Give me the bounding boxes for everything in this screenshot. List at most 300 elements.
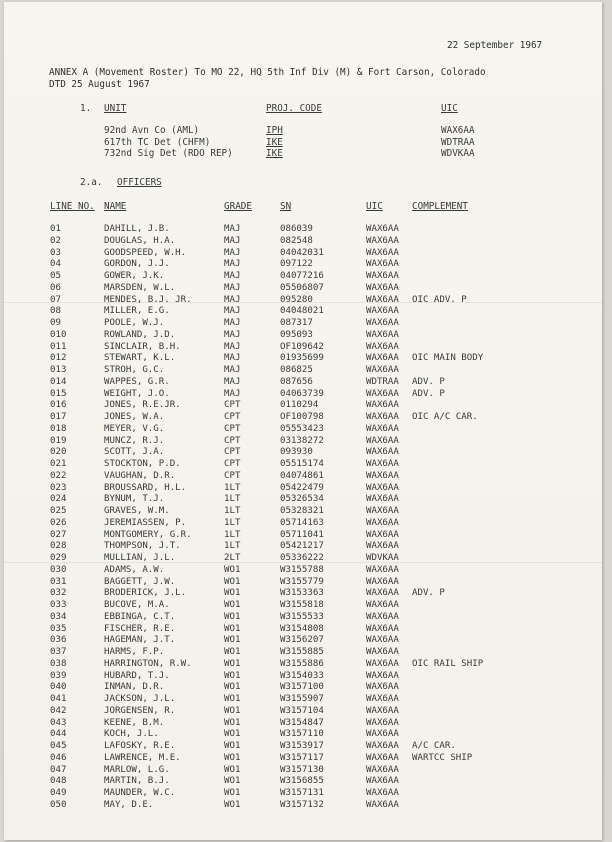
sn-cell: W3157117 [280,752,324,763]
uic-cell: WAX6AA [366,658,399,669]
table-row [4,729,602,741]
uic-cell: WAX6AA [366,224,399,234]
line-number-cell: 016 [50,400,67,411]
line-number-cell: 028 [50,541,67,552]
table-row [4,271,602,283]
uic-cell: WAX6AA [366,365,399,375]
name-cell: JACKSON, J.L. [104,694,176,704]
uic-cell: WAX6AA [366,776,399,787]
grade-cell: CPT [224,423,241,434]
name-cell: GRAVES, W.M. [104,506,170,516]
line-number-cell: 017 [50,412,67,422]
unit-proj-code: IPH [266,125,283,136]
table-row [4,447,602,459]
table-row [4,518,602,530]
grade-cell: WO1 [224,635,241,646]
uic-cell: WAX6AA [366,259,399,270]
uic-cell: WAX6AA [366,459,399,469]
sn-cell: W3153363 [280,588,324,599]
sn-cell: W3154033 [280,670,324,681]
sn-cell: 05336222 [280,553,324,563]
table-row [4,295,602,307]
uic-cell: WAX6AA [366,752,399,763]
line-number-cell: 03 [50,247,61,258]
line-number-cell: 06 [50,282,61,293]
line-number-cell: 020 [50,447,67,458]
table-row [4,259,602,271]
sn-cell: W3157104 [280,705,324,716]
line-number-cell: 07 [50,294,61,305]
table-row [4,694,602,706]
table-row [4,600,602,612]
uic-column-header: UIC [441,103,458,114]
name-cell: VAUGHAN, D.R. [104,470,176,481]
sn-cell: 04063739 [280,388,324,399]
uic-cell: WAX6AA [366,400,399,411]
line-number-cell: 041 [50,694,67,704]
sn-cell: 05326534 [280,494,324,505]
grade-cell: 1LT [224,494,241,505]
line-no-header: LINE NO. [50,201,95,212]
table-row [4,671,602,683]
sn-cell: W3154808 [280,623,324,634]
table-row [4,541,602,553]
grade-cell: WO1 [224,576,241,587]
line-number-cell: 019 [50,435,67,446]
table-row [4,635,602,647]
grade-cell: MAJ [224,329,241,340]
sn-cell: 05506807 [280,282,324,293]
table-row [4,612,602,624]
line-number-cell: 032 [50,588,67,599]
complement-cell: OIC RAIL SHIP [412,658,484,669]
line-number-cell: 029 [50,553,67,563]
name-cell: LAFOSKY, R.E. [104,741,176,751]
sn-cell: 01935699 [280,353,324,364]
uic-header: UIC [366,201,383,212]
grade-cell: WO1 [224,564,241,575]
table-row [4,588,602,600]
grade-cell: CPT [224,400,241,411]
table-row [4,577,602,589]
sn-cell: 05422479 [280,482,324,493]
name-cell: MAUNDER, W.C. [104,788,176,798]
line-number-cell: 046 [50,752,67,763]
name-cell: BYNUM, T.J. [104,494,165,505]
name-cell: HARMS, F.P. [104,647,165,657]
name-cell: STEWART, K.L. [104,353,176,364]
complement-cell: OIC ADV. P [412,294,467,305]
sn-cell: 086039 [280,224,313,234]
line-number-cell: 08 [50,306,61,317]
unit-name: 617th TC Det (CHFM) [104,136,211,148]
grade-cell: MAJ [224,365,241,375]
name-cell: STROH, G.C. [104,365,165,375]
name-cell: POOLE, W.J. [104,318,165,328]
uic-cell: WAX6AA [366,741,399,751]
uic-cell: WAX6AA [366,588,399,599]
grade-cell: WO1 [224,729,241,740]
uic-cell: WAX6AA [366,541,399,552]
name-cell: KOCH, J.L. [104,729,159,740]
uic-cell: WAX6AA [366,506,399,516]
line-number-cell: 024 [50,494,67,505]
uic-cell: WAX6AA [366,635,399,646]
grade-cell: MAJ [224,341,241,352]
sn-cell: 0110294 [280,400,319,411]
name-cell: MARTIN, B.J. [104,776,170,787]
grade-cell: 1LT [224,482,241,493]
sn-cell: W3157100 [280,682,324,693]
name-cell: DAHILL, J.B. [104,224,170,234]
grade-cell: WO1 [224,611,241,622]
sn-cell: 093930 [280,447,313,458]
unit-uic: WDVKAA [441,148,475,159]
line-number-cell: 050 [50,799,67,810]
line-number-cell: 049 [50,788,67,798]
sn-cell: W3157130 [280,764,324,775]
sn-cell: 05711041 [280,529,324,540]
table-row [4,283,602,295]
sn-cell: 05515174 [280,459,324,469]
uic-cell: WAX6AA [366,482,399,493]
table-row [4,624,602,636]
unit-uic: WDTRAA [441,136,475,148]
line-number-cell: 013 [50,365,67,375]
officers-title: OFFICERS [117,177,162,188]
name-cell: HUBARD, T.J. [104,670,170,681]
line-number-cell: 022 [50,470,67,481]
line-number-cell: 09 [50,318,61,328]
header-line-2: DTD 25 August 1967 [49,79,150,90]
proj-code-column-header: PROJ. CODE [266,103,322,114]
grade-cell: WO1 [224,705,241,716]
table-row [4,248,602,260]
sn-cell: W3155907 [280,694,324,704]
line-number-cell: 021 [50,459,67,469]
table-row [4,483,602,495]
uic-cell: WAX6AA [366,529,399,540]
line-number-cell: 01 [50,224,61,234]
name-cell: EBBINGA, C.T. [104,611,176,622]
line-number-cell: 011 [50,341,67,352]
unit-proj-code: IKE [266,148,283,159]
name-cell: LAWRENCE, M.E. [104,752,181,763]
line-number-cell: 014 [50,376,67,387]
grade-cell: WO1 [224,658,241,669]
line-number-cell: 025 [50,506,67,516]
table-row [4,389,602,401]
table-row [4,400,602,412]
grade-cell: 2LT [224,553,241,563]
complement-cell: WARTCC SHIP [412,752,473,763]
name-cell: MARSDEN, W.L. [104,282,176,293]
line-number-cell: 026 [50,517,67,528]
sn-cell: W3156855 [280,776,324,787]
uic-cell: WAX6AA [366,341,399,352]
line-number-cell: 027 [50,529,67,540]
grade-cell: 1LT [224,517,241,528]
name-cell: BAGGETT, J.W. [104,576,176,587]
section-2-number: 2.a. [80,177,103,188]
name-cell: MULLIAN, J.L. [104,553,176,563]
sn-cell: W3155788 [280,564,324,575]
uic-cell: WAX6AA [366,576,399,587]
uic-cell: WAX6AA [366,611,399,622]
sn-cell: 03138272 [280,435,324,446]
grade-cell: 1LT [224,529,241,540]
sn-cell: 095280 [280,294,313,305]
table-row [4,412,602,424]
uic-cell: WAX6AA [366,447,399,458]
name-cell: BROUSSARD, H.L. [104,482,187,493]
uic-cell: WAX6AA [366,329,399,340]
uic-cell: WAX6AA [366,470,399,481]
name-cell: MUNCZ, R.J. [104,435,165,446]
table-row [4,682,602,694]
name-cell: JORGENSEN, R. [104,705,176,716]
uic-cell: WAX6AA [366,564,399,575]
table-row [4,236,602,248]
uic-cell: WAX6AA [366,717,399,728]
grade-cell: WO1 [224,682,241,693]
name-cell: JONES, R.E.JR. [104,400,181,411]
sn-cell: W3156207 [280,635,324,646]
table-row [4,765,602,777]
grade-cell: WO1 [224,694,241,704]
uic-cell: WAX6AA [366,764,399,775]
name-header: NAME [104,201,127,212]
name-cell: THOMPSON, J.T. [104,541,181,552]
unit-name: 732nd Sig Det (RDO REP) [104,148,233,159]
name-cell: INMAN, D.R. [104,682,165,693]
grade-cell: WO1 [224,647,241,657]
table-row [4,788,602,800]
table-row [4,494,602,506]
sn-cell: 095093 [280,329,313,340]
grade-cell: WO1 [224,741,241,751]
uic-cell: WAX6AA [366,247,399,258]
line-number-cell: 043 [50,717,67,728]
sn-cell: 05328321 [280,506,324,516]
name-cell: KEENE, B.M. [104,717,165,728]
uic-cell: WDVKAA [366,553,399,563]
line-number-cell: 018 [50,423,67,434]
name-cell: MONTGOMERY, G.R. [104,529,192,540]
complement-cell: OIC MAIN BODY [412,353,484,364]
header-line-1: ANNEX A (Movement Roster) To MO 22, HQ 5th Inf Div (M) & Fort Carson, Colorado [49,67,486,78]
uic-cell: WAX6AA [366,517,399,528]
table-row [4,377,602,389]
complement-cell: ADV. P [412,588,445,599]
grade-cell: MAJ [224,353,241,364]
name-cell: MARLOW, L.G. [104,764,170,775]
uic-cell: WAX6AA [366,694,399,704]
line-number-cell: 04 [50,259,61,270]
name-cell: BRODERICK, J.L. [104,588,187,599]
line-number-cell: 015 [50,388,67,399]
grade-cell: WO1 [224,670,241,681]
uic-cell: WAX6AA [366,282,399,293]
name-cell: HARRINGTON, R.W. [104,658,192,669]
name-cell: HAGEMAN, J.T. [104,635,176,646]
grade-cell: WO1 [224,600,241,610]
table-row [4,224,602,236]
table-row [4,753,602,765]
uic-cell: WAX6AA [366,788,399,798]
sn-cell: W3157131 [280,788,324,798]
name-cell: STOCKTON, P.D. [104,459,181,469]
name-cell: MILLER, E.G. [104,306,170,317]
grade-cell: MAJ [224,376,241,387]
table-row [4,565,602,577]
sn-cell: W3154847 [280,717,324,728]
sn-cell: W3153917 [280,741,324,751]
grade-cell: 1LT [224,541,241,552]
complement-header: COMPLEMENT [412,201,468,212]
sn-cell: 04074861 [280,470,324,481]
line-number-cell: 010 [50,329,67,340]
table-row [4,530,602,542]
unit-uic: WAX6AA [441,125,475,136]
complement-cell: ADV. P [412,376,445,387]
sn-cell: W3155779 [280,576,324,587]
name-cell: ADAMS, A.W. [104,564,165,575]
line-number-cell: 036 [50,635,67,646]
table-row [4,342,602,354]
grade-cell: WO1 [224,788,241,798]
line-number-cell: 048 [50,776,67,787]
uic-cell: WAX6AA [366,412,399,422]
sn-cell: W3155533 [280,611,324,622]
complement-cell: ADV. P [412,388,445,399]
name-cell: JEREMIASSEN, P. [104,517,187,528]
uic-cell: WDTRAA [366,376,399,387]
grade-cell: WO1 [224,776,241,787]
sn-cell: W3157110 [280,729,324,740]
line-number-cell: 037 [50,647,67,657]
uic-cell: WAX6AA [366,600,399,610]
uic-cell: WAX6AA [366,235,399,246]
table-row [4,471,602,483]
line-number-cell: 05 [50,271,61,281]
uic-cell: WAX6AA [366,647,399,657]
table-row [4,306,602,318]
table-row [4,506,602,518]
table-row [4,718,602,730]
table-row [4,459,602,471]
uic-cell: WAX6AA [366,435,399,446]
line-number-cell: 038 [50,658,67,669]
grade-cell: MAJ [224,247,241,258]
line-number-cell: 039 [50,670,67,681]
unit-name: 92nd Avn Co (AML) [104,125,200,136]
grade-cell: WO1 [224,799,241,810]
table-row [4,436,602,448]
table-row [4,424,602,436]
grade-cell: MAJ [224,235,241,246]
grade-cell: MAJ [224,271,241,281]
grade-cell: WO1 [224,764,241,775]
name-cell: GORDON, J.J. [104,259,170,270]
uic-cell: WAX6AA [366,318,399,328]
uic-cell: WAX6AA [366,353,399,364]
grade-cell: CPT [224,447,241,458]
document-page [4,2,602,840]
sn-cell: OF100798 [280,412,324,422]
name-cell: MEYER, V.G. [104,423,165,434]
grade-cell: MAJ [224,282,241,293]
grade-cell: WO1 [224,588,241,599]
name-cell: SCOTT, J.A. [104,447,165,458]
grade-cell: 1LT [224,506,241,516]
line-number-cell: 042 [50,705,67,716]
line-number-cell: 02 [50,235,61,246]
sn-cell: 05553423 [280,423,324,434]
uic-cell: WAX6AA [366,682,399,693]
sn-cell: W3155886 [280,658,324,669]
sn-cell: W3155818 [280,600,324,610]
line-number-cell: 040 [50,682,67,693]
name-cell: GOWER, J.K. [104,271,165,281]
sn-cell: 05714163 [280,517,324,528]
sn-cell: 087656 [280,376,313,387]
sn-cell: 097122 [280,259,313,270]
sn-cell: 04077216 [280,271,324,281]
sn-cell: 04048021 [280,306,324,317]
sn-cell: 082548 [280,235,313,246]
table-row [4,741,602,753]
grade-cell: CPT [224,412,241,422]
uic-cell: WAX6AA [366,271,399,281]
line-number-cell: 030 [50,564,67,575]
uic-cell: WAX6AA [366,388,399,399]
sn-header: SN [280,201,292,212]
name-cell: BUCOVE, M.A. [104,600,170,610]
name-cell: ROWLAND, J.D. [104,329,176,340]
grade-cell: MAJ [224,259,241,270]
name-cell: JONES, W.A. [104,412,165,422]
table-row [4,776,602,788]
line-number-cell: 012 [50,353,67,364]
uic-cell: WAX6AA [366,494,399,505]
sn-cell: 05421217 [280,541,324,552]
sn-cell: 087317 [280,318,313,328]
uic-cell: WAX6AA [366,623,399,634]
sn-cell: 04042031 [280,247,324,258]
name-cell: WAPPES, G.R. [104,376,170,387]
line-number-cell: 047 [50,764,67,775]
section-1-number: 1. [80,103,92,114]
table-row [4,318,602,330]
name-cell: DOUGLAS, H.A. [104,235,176,246]
line-number-cell: 035 [50,623,67,634]
complement-cell: OIC A/C CAR. [412,412,478,422]
table-row [4,800,602,812]
line-number-cell: 045 [50,741,67,751]
table-row [4,365,602,377]
name-cell: GOODSPEED, W.H. [104,247,187,258]
table-row [4,659,602,671]
uic-cell: WAX6AA [366,306,399,317]
grade-header: GRADE [224,201,252,212]
uic-cell: WAX6AA [366,294,399,305]
grade-cell: MAJ [224,388,241,399]
line-number-cell: 044 [50,729,67,740]
name-cell: MAY, D.E. [104,799,154,810]
unit-column-header: UNIT [104,103,127,114]
line-number-cell: 034 [50,611,67,622]
